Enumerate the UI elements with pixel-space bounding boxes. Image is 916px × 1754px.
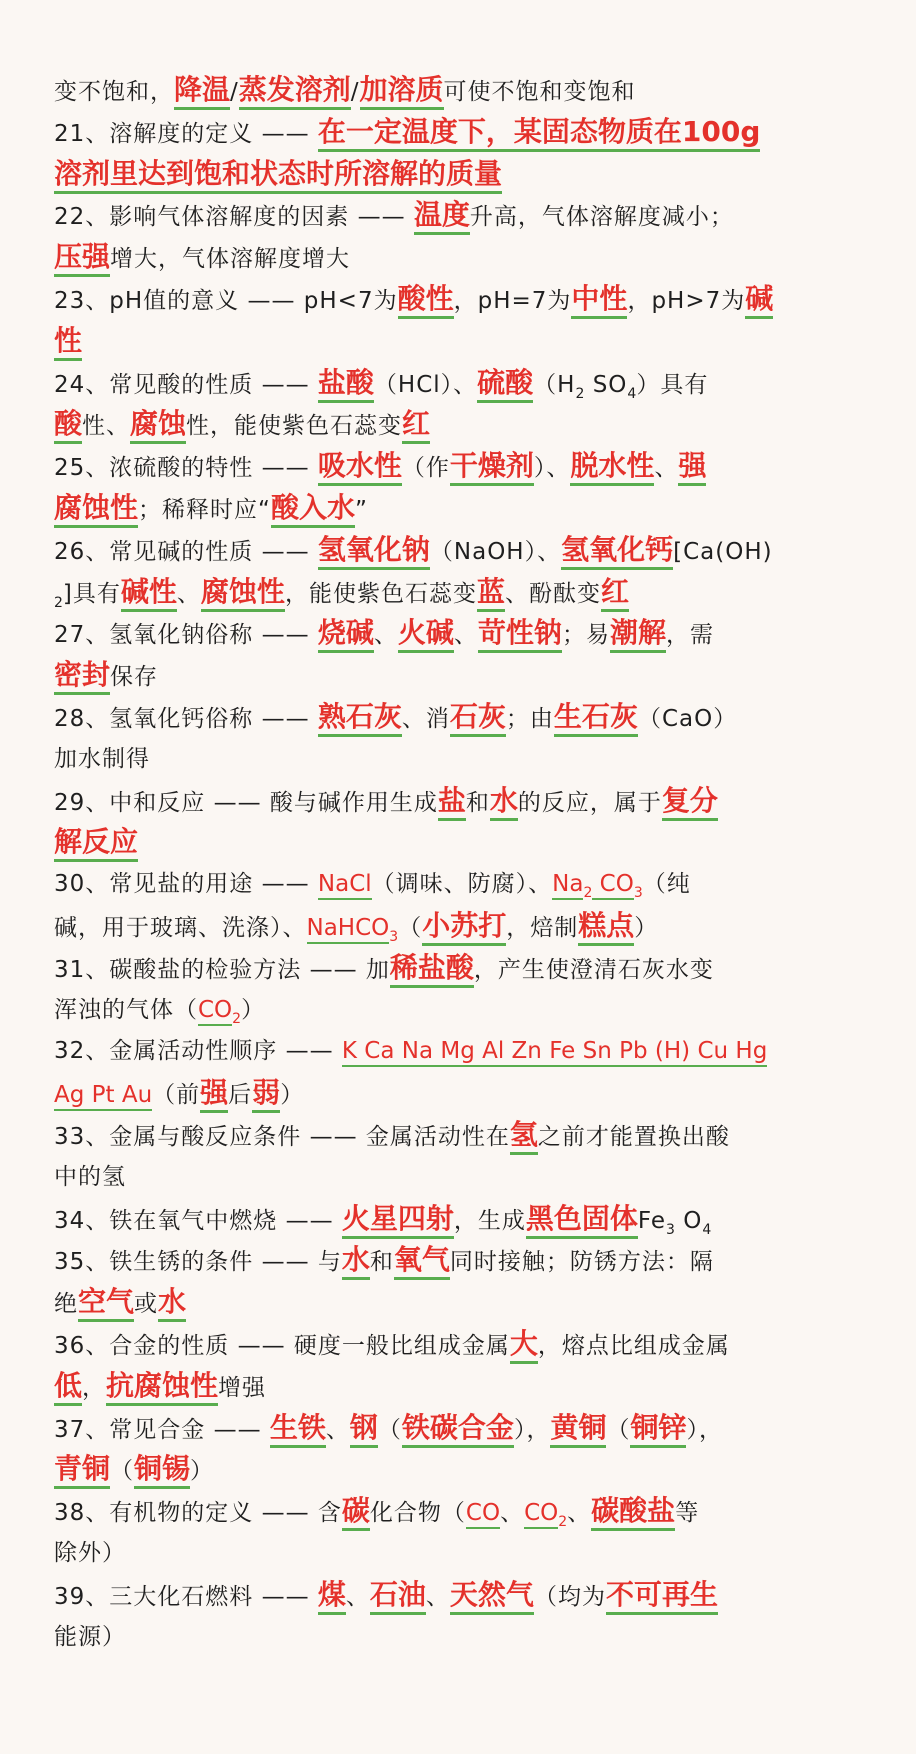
note-line xyxy=(0,1491,916,1531)
note-text: 和 xyxy=(465,789,490,816)
highlight-text: Na xyxy=(552,871,583,900)
note-text: 、消 xyxy=(401,706,450,732)
highlight-text: 苛性钠 xyxy=(478,616,562,653)
note-text: （ xyxy=(377,1416,402,1443)
highlight-text: 低 xyxy=(54,1369,82,1406)
note-text: 、 xyxy=(325,1416,350,1443)
note-text: ）， xyxy=(513,1416,551,1443)
note-text: 的反应，属于 xyxy=(517,789,662,816)
note-text: 升高，气体溶解度减小； xyxy=(469,204,734,231)
note-line xyxy=(0,990,916,1030)
note-line xyxy=(0,488,916,528)
note-line xyxy=(0,363,916,403)
highlight-text: 铁碳合金 xyxy=(402,1411,514,1448)
note-line xyxy=(0,1282,916,1322)
highlight-text: Ag Pt Au xyxy=(54,1082,152,1111)
note-line xyxy=(0,237,916,277)
note-text: （CaO） xyxy=(637,706,738,732)
highlight-text: 黑色固体 xyxy=(526,1202,638,1239)
highlight-text: 稀盐酸 xyxy=(390,951,474,988)
highlight-text: 腐蚀 xyxy=(130,407,186,444)
note-text: （ xyxy=(110,1458,135,1485)
note-text: 后 xyxy=(228,1082,253,1109)
note-text: 等 xyxy=(675,1500,700,1527)
note-line xyxy=(0,739,916,779)
note-text: 碱，用于玻璃、洗涤）、 xyxy=(54,915,307,941)
note-text: 23、pH值的意义 —— pH<7为 xyxy=(54,288,398,314)
note-text: SO xyxy=(584,371,628,398)
highlight-text: CO xyxy=(524,1500,558,1529)
note-text: 增强 xyxy=(218,1374,267,1401)
highlight-text: CO xyxy=(466,1500,500,1529)
note-text: 保存 xyxy=(110,664,159,691)
note-line xyxy=(0,195,916,235)
note-text: 28、氢氧化钙俗称 —— xyxy=(54,706,318,732)
note-text: ，熔点比组成金属 xyxy=(537,1333,730,1359)
highlight-text: 空气 xyxy=(78,1285,134,1322)
note-text: ） xyxy=(634,915,659,941)
note-text: （调味、防腐）、 xyxy=(371,871,553,898)
highlight-text: 加溶质 xyxy=(360,73,444,110)
note-text: （NaOH）、 xyxy=(429,538,562,565)
note-text: [Ca(OH) xyxy=(673,538,773,565)
note-text: 加水制得 xyxy=(54,745,150,772)
note-text: 35、铁生锈的条件 —— 与 xyxy=(54,1249,342,1276)
note-text: 36、合金的性质 —— 硬度一般比组成金属 xyxy=(54,1333,510,1359)
note-text: 4 xyxy=(627,385,637,402)
note-text: ） xyxy=(190,1458,215,1485)
note-text: ） xyxy=(241,996,266,1023)
note-line xyxy=(0,70,916,110)
highlight-text: 潮解 xyxy=(610,616,666,653)
note-text: 3 xyxy=(389,929,399,945)
note-line xyxy=(0,1073,916,1113)
note-line xyxy=(0,1617,916,1657)
highlight-text: 脱水性 xyxy=(570,449,654,486)
note-text: 21、溶解度的定义 —— xyxy=(54,120,318,147)
highlight-text: 溶剂里达到饱和状态时所溶解的质量 xyxy=(54,157,502,194)
note-text: （纯 xyxy=(642,871,691,898)
note-line xyxy=(0,279,916,319)
note-text: 性，能使紫色石蕊变 xyxy=(186,413,403,440)
note-text: ）、 xyxy=(533,455,571,482)
highlight-text: 糕点 xyxy=(578,909,634,946)
note-line xyxy=(0,1199,916,1239)
highlight-text: 烧碱 xyxy=(318,616,374,653)
highlight-text: 氢 xyxy=(510,1118,538,1155)
note-text: （作 xyxy=(401,455,450,482)
note-text: ）， xyxy=(686,1416,723,1443)
highlight-text: 黄铜 xyxy=(550,1411,606,1448)
highlight-text: 盐酸 xyxy=(318,366,374,403)
note-line xyxy=(0,154,916,194)
note-text: 增大，气体溶解度增大 xyxy=(110,246,351,273)
note-text: 3 xyxy=(666,1221,675,1238)
note-text: 变不饱和， xyxy=(54,79,174,105)
note-text: 29、中和反应 —— 酸与碱作用生成 xyxy=(54,789,438,816)
highlight-text: 煤 xyxy=(318,1578,346,1615)
highlight-text: 蓝 xyxy=(477,575,505,612)
highlight-text: 碱 xyxy=(745,282,773,319)
note-text: （前 xyxy=(152,1082,201,1109)
note-text: ）具有 xyxy=(636,371,709,398)
highlight-text: 石油 xyxy=(370,1578,426,1615)
highlight-text: 硫酸 xyxy=(477,366,533,403)
note-text: 38、有机物的定义 —— 含 xyxy=(54,1500,342,1527)
note-text: 27、氢氧化钠俗称 —— xyxy=(54,622,318,649)
highlight-text: 酸 xyxy=(54,407,82,444)
note-line xyxy=(0,948,916,988)
highlight-text: 红 xyxy=(402,407,430,444)
highlight-text: 腐蚀性 xyxy=(54,491,138,528)
note-line xyxy=(0,1533,916,1573)
highlight-text: 生铁 xyxy=(270,1411,326,1448)
note-text: 绝 xyxy=(54,1291,78,1318)
highlight-text: 水 xyxy=(342,1243,370,1280)
note-line xyxy=(0,1366,916,1406)
note-text: 、 xyxy=(500,1500,525,1527)
highlight-text: 石灰 xyxy=(450,700,506,737)
highlight-text: 红 xyxy=(601,575,629,612)
note-line xyxy=(0,1240,916,1280)
highlight-text: 不可再生 xyxy=(606,1578,718,1615)
note-text: ，pH=7为 xyxy=(453,288,572,314)
note-text: 2 xyxy=(232,1010,242,1027)
note-text: （ xyxy=(606,1416,631,1443)
note-text: 浑浊的气体（ xyxy=(54,996,198,1023)
note-line xyxy=(0,864,916,904)
note-line xyxy=(0,1575,916,1615)
highlight-text: 生石灰 xyxy=(554,700,638,737)
highlight-text: 钢 xyxy=(350,1411,378,1448)
highlight-text: 蒸发溶剂 xyxy=(239,73,351,110)
highlight-text: 强 xyxy=(678,449,706,486)
note-text: 、 xyxy=(425,1583,450,1610)
highlight-text: NaCl xyxy=(318,871,372,900)
highlight-text: 大 xyxy=(510,1327,538,1364)
note-line xyxy=(0,655,916,695)
note-text: 34、铁在氧气中燃烧 —— xyxy=(54,1207,342,1234)
note-text: （H xyxy=(533,371,576,398)
note-line xyxy=(0,112,916,152)
note-text: 25、浓硫酸的特性 —— xyxy=(54,455,318,482)
highlight-text: K Ca Na Mg Al Zn Fe Sn Pb (H) Cu Hg xyxy=(342,1038,767,1067)
note-text: 26、常见碱的性质 —— xyxy=(54,538,318,565)
highlight-text: 酸入水 xyxy=(271,491,355,528)
note-text: 32、金属活动性顺序 —— xyxy=(54,1038,342,1065)
highlight-text: 青铜 xyxy=(54,1452,110,1489)
note-line xyxy=(0,613,916,653)
highlight-text: 解反应 xyxy=(54,825,138,862)
highlight-text: 碱性 xyxy=(121,575,177,612)
note-text: 之前才能置换出酸 xyxy=(537,1124,730,1150)
note-text: （ xyxy=(398,915,423,941)
highlight-text: CO xyxy=(198,997,232,1026)
note-text: 39、三大化石燃料 —— xyxy=(54,1583,318,1610)
note-text: ；由 xyxy=(505,706,554,732)
highlight-text: 盐 xyxy=(438,784,466,821)
note-text: 22、影响气体溶解度的因素 —— xyxy=(54,204,414,231)
note-text: 、 xyxy=(373,622,398,649)
highlight-text: 氢氧化钠 xyxy=(318,533,430,570)
note-text: 2 xyxy=(558,1514,568,1531)
note-text: 、 xyxy=(654,455,679,482)
note-line xyxy=(0,1324,916,1364)
note-line xyxy=(0,1115,916,1155)
highlight-text: 火碱 xyxy=(398,616,454,653)
highlight-text: 铜锡 xyxy=(134,1452,190,1489)
note-text: 4 xyxy=(702,1221,712,1238)
note-text: 2 xyxy=(54,594,63,611)
note-text: 同时接触；防锈方法：隔 xyxy=(449,1249,714,1276)
note-text: （均为 xyxy=(533,1583,606,1610)
highlight-text: 温度 xyxy=(414,198,470,235)
highlight-text: 吸水性 xyxy=(318,449,402,486)
note-text: 31、碳酸盐的检验方法 —— 加 xyxy=(54,956,390,983)
highlight-text: NaHCO xyxy=(307,915,390,944)
note-text: 、 xyxy=(345,1583,370,1610)
highlight-text: 碳 xyxy=(342,1494,370,1531)
note-text: 3 xyxy=(633,885,643,902)
highlight-text: 小苏打 xyxy=(422,909,506,946)
highlight-text: 强 xyxy=(200,1076,228,1113)
note-text: ，生成 xyxy=(453,1207,526,1234)
highlight-text: 复分 xyxy=(662,784,718,821)
note-text: 中的氢 xyxy=(54,1163,126,1190)
note-text: 可使不饱和变饱和 xyxy=(443,79,636,105)
note-line xyxy=(0,446,916,486)
highlight-text: CO xyxy=(592,871,633,900)
note-text: ， xyxy=(82,1374,107,1401)
note-text: 24、常见酸的性质 —— xyxy=(54,371,318,398)
highlight-text: 水 xyxy=(158,1285,186,1322)
note-text: 、 xyxy=(453,622,478,649)
highlight-text: 火星四射 xyxy=(342,1202,454,1239)
note-text: 、 xyxy=(567,1500,592,1527)
note-text: ” xyxy=(354,497,368,523)
note-line xyxy=(0,697,916,737)
highlight-text: 弱 xyxy=(252,1076,280,1113)
highlight-text: 在一定温度下，某固态物质在100g xyxy=(318,115,761,152)
highlight-text: 密封 xyxy=(54,658,110,695)
note-text: 性、 xyxy=(82,413,131,440)
highlight-text: 中性 xyxy=(571,282,627,319)
note-text: ]具有 xyxy=(62,580,121,607)
note-line xyxy=(0,906,916,946)
note-text: ） xyxy=(280,1082,305,1109)
note-text: ，焙制 xyxy=(506,915,579,941)
note-line xyxy=(0,1031,916,1071)
note-text: 、 xyxy=(176,580,201,607)
note-text: 2 xyxy=(575,385,585,402)
highlight-text: 水 xyxy=(490,784,518,821)
note-text: 和 xyxy=(369,1249,394,1276)
note-line xyxy=(0,572,916,612)
note-text: ；稀释时应“ xyxy=(138,497,271,523)
note-line xyxy=(0,781,916,821)
highlight-text: 性 xyxy=(54,324,82,361)
note-text: （HCl）、 xyxy=(373,371,478,398)
note-text: ；易 xyxy=(561,622,610,649)
note-text: 30、常见盐的用途 —— xyxy=(54,871,318,898)
highlight-text: 碳酸盐 xyxy=(591,1494,675,1531)
note-text: O xyxy=(674,1207,703,1234)
highlight-text: 腐蚀性 xyxy=(201,575,285,612)
note-text: 或 xyxy=(134,1291,159,1318)
note-text: Fe xyxy=(637,1207,667,1234)
highlight-text: 抗腐蚀性 xyxy=(106,1369,218,1406)
note-text: ，产生使澄清石灰水变 xyxy=(473,956,714,983)
note-text: 除外） xyxy=(54,1540,126,1566)
note-line xyxy=(0,1157,916,1197)
note-line xyxy=(0,822,916,862)
note-text: 、酚酞变 xyxy=(504,580,601,607)
highlight-text: 氧气 xyxy=(394,1243,450,1280)
note-line xyxy=(0,530,916,570)
note-text: 2 xyxy=(583,885,593,902)
note-text: ，pH>7为 xyxy=(627,288,746,314)
note-line xyxy=(0,1449,916,1489)
note-text: 33、金属与酸反应条件 —— 金属活动性在 xyxy=(54,1124,510,1150)
note-text: 化合物（ xyxy=(369,1500,466,1527)
note-text: ，需 xyxy=(665,622,714,649)
highlight-text: 天然气 xyxy=(450,1578,534,1615)
highlight-text: 铜锌 xyxy=(630,1411,686,1448)
highlight-text: 熟石灰 xyxy=(318,700,402,737)
note-line xyxy=(0,1408,916,1448)
note-text: / xyxy=(350,79,360,105)
note-text: / xyxy=(230,79,239,105)
highlight-text: 压强 xyxy=(54,240,110,277)
note-line xyxy=(0,321,916,361)
note-text: ，能使紫色石蕊变 xyxy=(284,580,477,607)
highlight-text: 氢氧化钙 xyxy=(561,533,673,570)
note-text: 37、常见合金 —— xyxy=(54,1416,270,1443)
highlight-text: 酸性 xyxy=(398,282,454,319)
highlight-text: 干燥剂 xyxy=(450,449,534,486)
note-line xyxy=(0,404,916,444)
highlight-text: 降温 xyxy=(174,73,230,110)
note-text: 能源） xyxy=(54,1623,126,1650)
